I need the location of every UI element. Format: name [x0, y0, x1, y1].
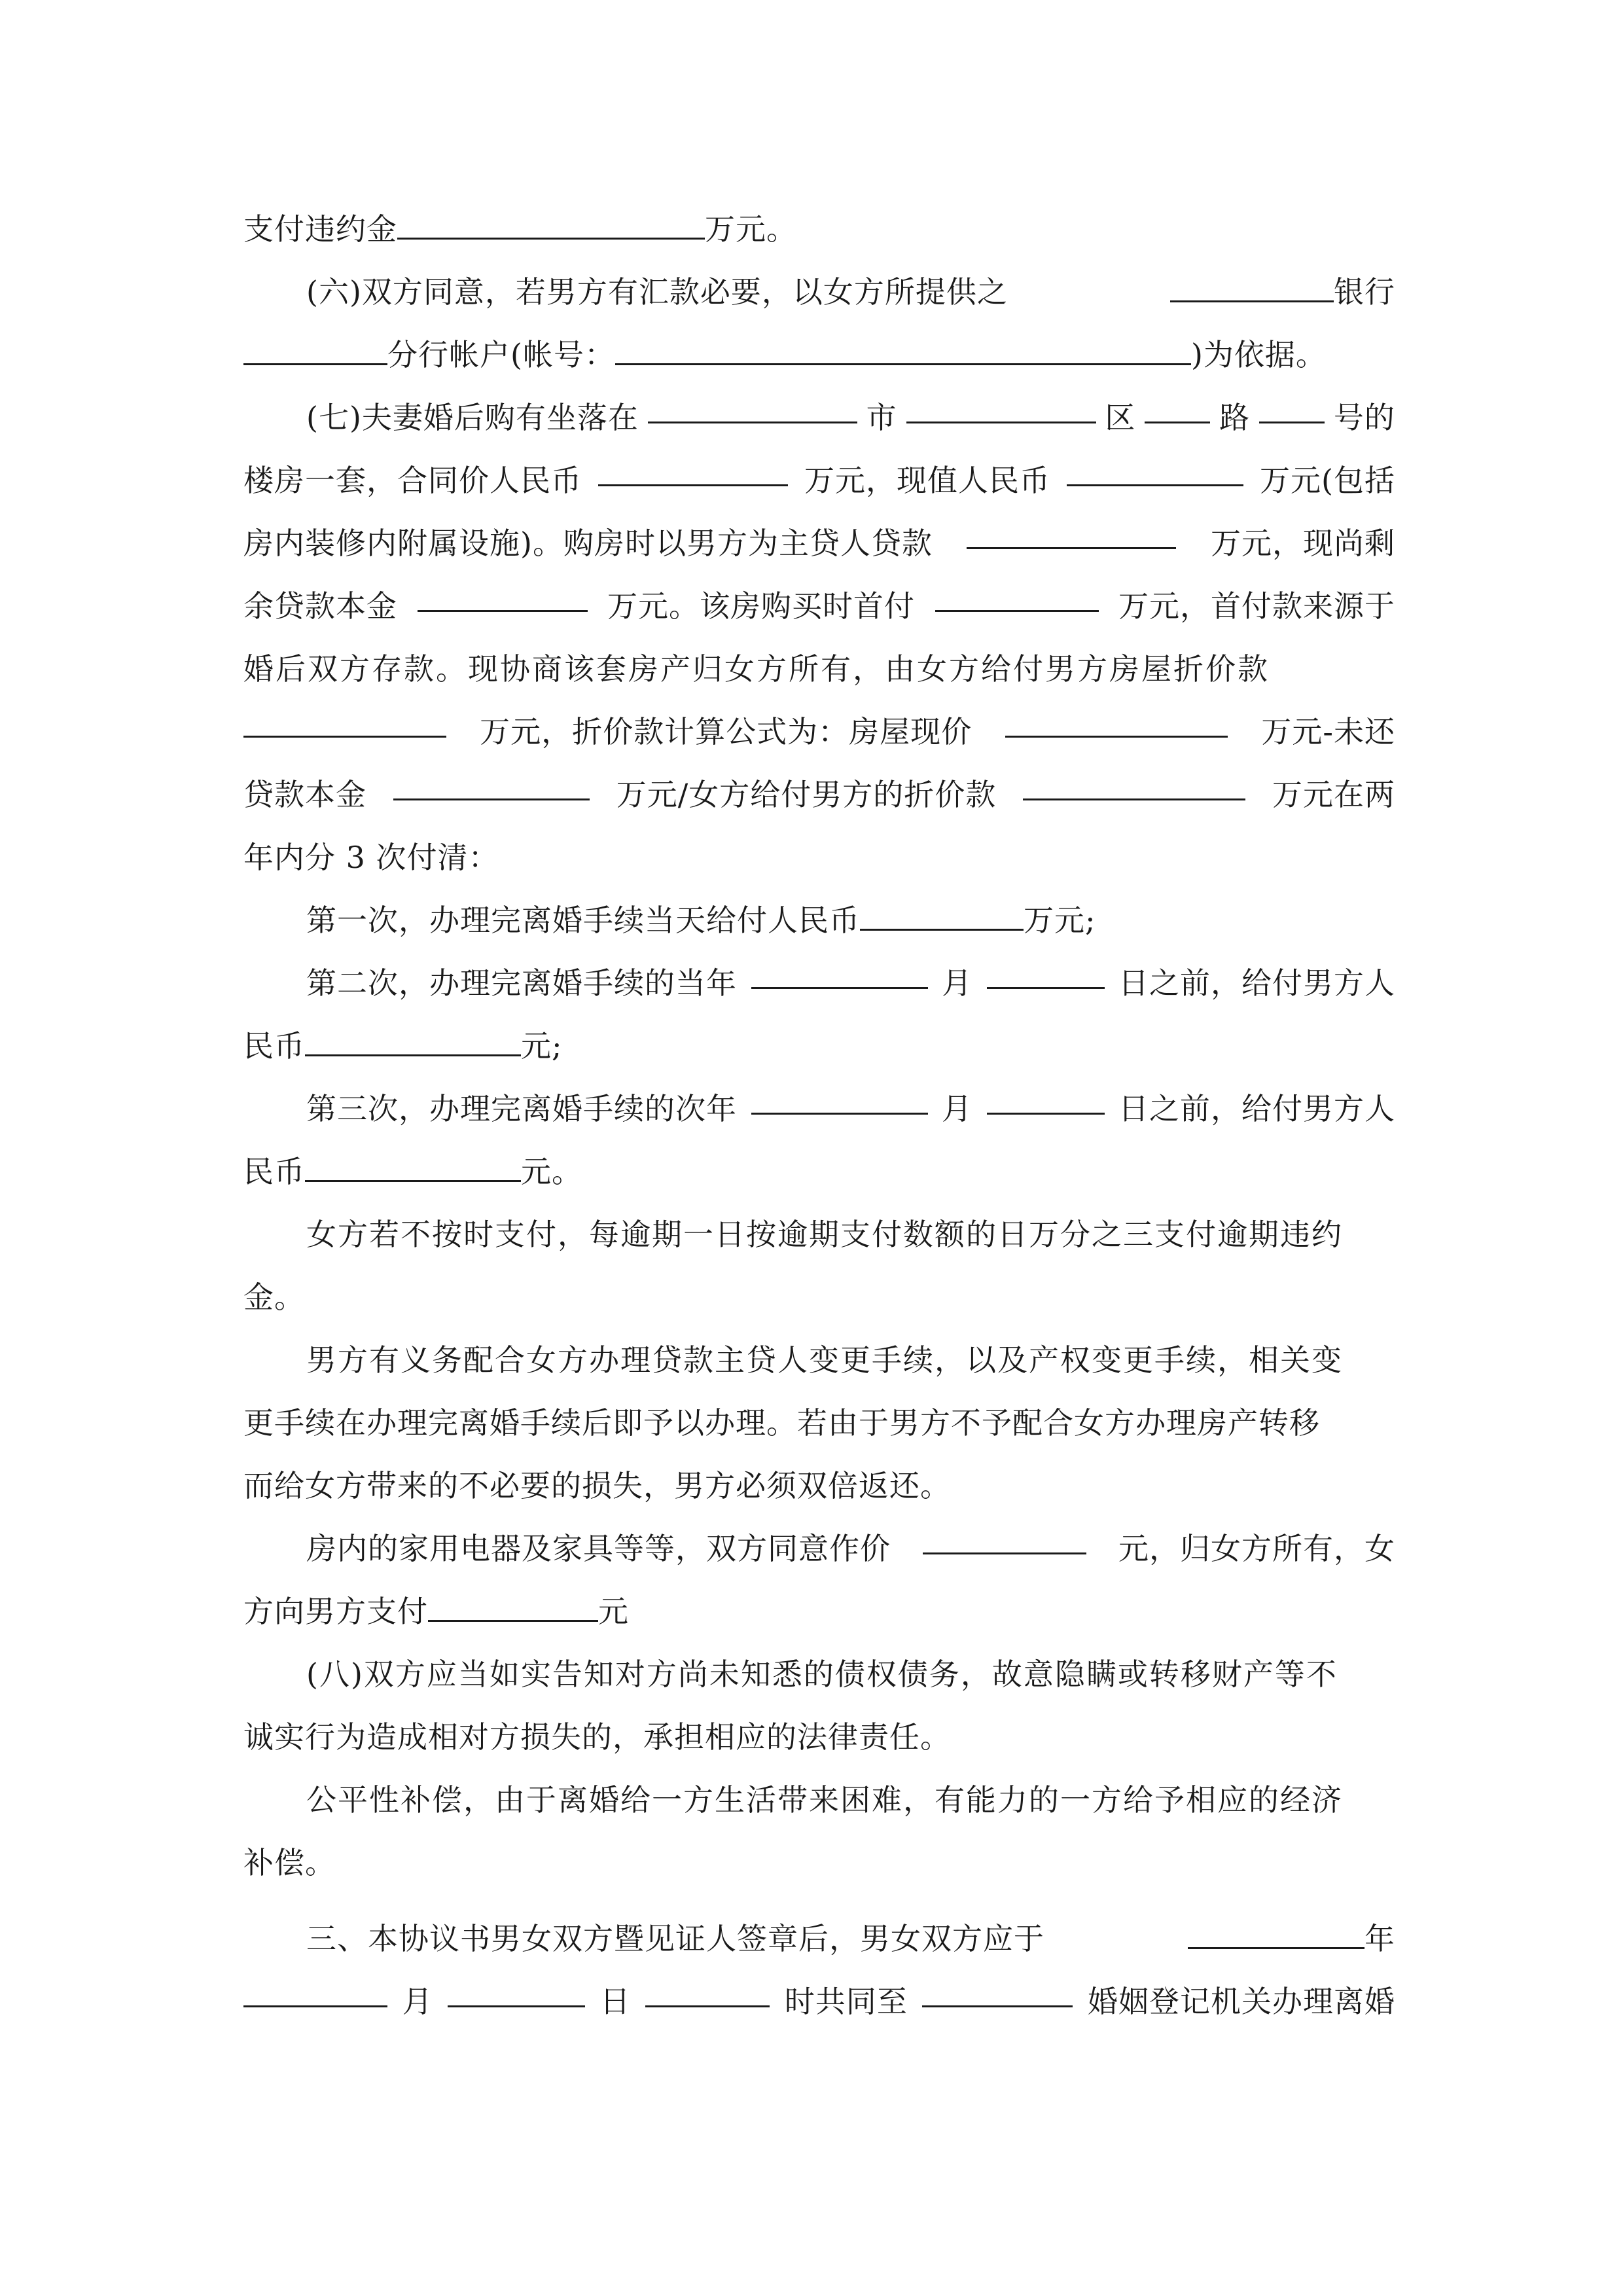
text-segment: 万元。 — [705, 211, 797, 247]
text-segment: 银行 — [1334, 274, 1395, 310]
text-segment: 日之前，给付男方人 — [1118, 965, 1395, 1001]
text-segment: 路 — [1219, 400, 1251, 435]
text-segment: 万元; — [1024, 903, 1096, 938]
text-segment: 而给女方带来的不必要的损失，男方必须双倍返还。 — [243, 1468, 951, 1503]
fill-blank[interactable] — [751, 1069, 928, 1115]
fill-blank[interactable] — [243, 1962, 387, 2007]
text-segment: 诚实行为造成相对方损失的，承担相应的法律责任。 — [243, 1719, 951, 1755]
text-line — [243, 1823, 1395, 1902]
text-segment: 万元/女方给付男方的折价款 — [616, 777, 997, 812]
fill-blank[interactable] — [1145, 378, 1210, 423]
text-segment: 万元，首付款来源于 — [1118, 588, 1395, 624]
text-segment: 房内装修内附属设施)。购房时以男方为主贷人贷款 — [243, 526, 933, 561]
fill-blank[interactable] — [1188, 1904, 1364, 1949]
text-segment: 时共同至 — [784, 1984, 908, 2019]
fill-blank[interactable] — [305, 1011, 521, 1056]
fill-blank[interactable] — [751, 944, 928, 989]
text-segment: 第二次，办理完离婚手续的当年 — [306, 965, 737, 1001]
fill-blank[interactable] — [987, 944, 1105, 989]
text-segment: 第一次，办理完离婚手续当天给付人民币 — [306, 903, 860, 938]
text-segment: 贷款本金 — [243, 777, 366, 812]
text-segment: 房内的家用电器及家具等等，双方同意作价 — [306, 1531, 891, 1566]
fill-blank[interactable] — [1170, 257, 1334, 302]
text-segment: 月 — [942, 965, 972, 1001]
fill-blank[interactable] — [243, 320, 387, 365]
text-segment: 第三次，办理完离婚手续的次年 — [306, 1091, 737, 1126]
fill-blank[interactable] — [448, 1962, 585, 2007]
fill-blank[interactable] — [648, 378, 857, 423]
text-segment: 楼房一套，合同价人民币 — [243, 463, 582, 498]
text-segment: 万元在两 — [1272, 777, 1395, 812]
text-segment: 元; — [521, 1028, 563, 1064]
text-segment: 号的 — [1333, 400, 1395, 435]
text-segment: 婚姻登记机关办理离婚 — [1087, 1984, 1395, 2019]
text-line — [243, 1962, 1395, 2041]
fill-blank[interactable] — [645, 1962, 770, 2007]
fill-blank[interactable] — [1259, 378, 1325, 423]
fill-blank[interactable] — [987, 1069, 1105, 1115]
text-segment: (八)双方应当如实告知对方尚未知悉的债权债务，故意隐瞒或转移财产等不 — [306, 1657, 1338, 1692]
text-segment: 元 — [598, 1594, 629, 1629]
text-segment: 日 — [599, 1984, 631, 2019]
text-segment: 万元，现值人民币 — [804, 463, 1050, 498]
text-segment: 日之前，给付男方人 — [1118, 1091, 1395, 1126]
text-segment: 方向男方支付 — [243, 1594, 428, 1629]
fill-blank[interactable] — [923, 1509, 1086, 1554]
text-segment: 婚后双方存款。现协商该套房产归女方所有，由女方给付男方房屋折价款 — [243, 651, 1270, 687]
fill-blank[interactable] — [418, 567, 588, 612]
text-segment: 万元，折价款计算公式为：房屋现价 — [480, 714, 972, 749]
text-segment: 三、本协议书男女双方暨见证人签章后，男女双方应于 — [306, 1921, 1044, 1956]
text-segment: 万元(包括 — [1260, 463, 1395, 498]
fill-blank[interactable] — [967, 504, 1176, 549]
text-segment: 金。 — [243, 1280, 305, 1315]
text-segment: 元。 — [521, 1154, 582, 1189]
text-segment: )为依据。 — [1190, 337, 1327, 372]
text-segment: 月 — [942, 1091, 972, 1126]
text-segment: 万元-未还 — [1261, 714, 1395, 749]
fill-blank[interactable] — [598, 441, 788, 486]
fill-blank[interactable] — [428, 1577, 598, 1622]
text-segment: 万元，现尚剩 — [1210, 526, 1395, 561]
text-segment: 支付违约金 — [243, 211, 397, 247]
text-segment: 男方有义务配合女方办理贷款主贷人变更手续，以及产权变更手续，相关变 — [306, 1342, 1343, 1378]
fill-blank[interactable] — [1023, 755, 1245, 800]
fill-blank[interactable] — [922, 1962, 1073, 2007]
fill-blank[interactable] — [860, 886, 1024, 931]
fill-blank[interactable] — [393, 755, 590, 800]
fill-blank[interactable] — [1005, 692, 1228, 738]
fill-blank[interactable] — [397, 194, 705, 240]
text-segment: 区 — [1105, 400, 1136, 435]
text-segment: 年 — [1364, 1921, 1395, 1956]
text-segment: 分行帐户(帐号： — [387, 337, 615, 372]
text-segment: 女方若不按时支付，每逾期一日按逾期支付数额的日万分之三支付逾期违约 — [306, 1217, 1343, 1252]
fill-blank[interactable] — [1067, 441, 1243, 486]
fill-blank[interactable] — [906, 378, 1096, 423]
text-segment: (七)夫妻婚后购有坐落在 — [306, 400, 639, 435]
fill-blank[interactable] — [615, 320, 1191, 365]
text-segment: 万元。该房购买时首付 — [607, 588, 915, 624]
fill-blank[interactable] — [243, 692, 446, 738]
text-segment: 补偿。 — [243, 1845, 336, 1880]
text-segment: 更手续在办理完离婚手续后即予以办理。若由于男方不予配合女方办理房产转移 — [243, 1405, 1320, 1441]
text-segment: (六)双方同意，若男方有汇款必要，以女方所提供之 — [306, 274, 1008, 310]
text-segment: 市 — [866, 400, 897, 435]
text-segment: 民币 — [243, 1028, 305, 1064]
text-segment: 公平性补偿，由于离婚给一方生活带来困难，有能力的一方给予相应的经济 — [306, 1782, 1343, 1818]
text-segment: 民币 — [243, 1154, 305, 1189]
fill-blank[interactable] — [305, 1137, 521, 1182]
text-segment: 月 — [402, 1984, 433, 2019]
text-segment: 元，归女方所有，女 — [1118, 1531, 1395, 1566]
fill-blank[interactable] — [935, 567, 1099, 612]
text-segment: 年内分 3 次付清： — [243, 840, 499, 875]
text-segment: 余贷款本金 — [243, 588, 397, 624]
